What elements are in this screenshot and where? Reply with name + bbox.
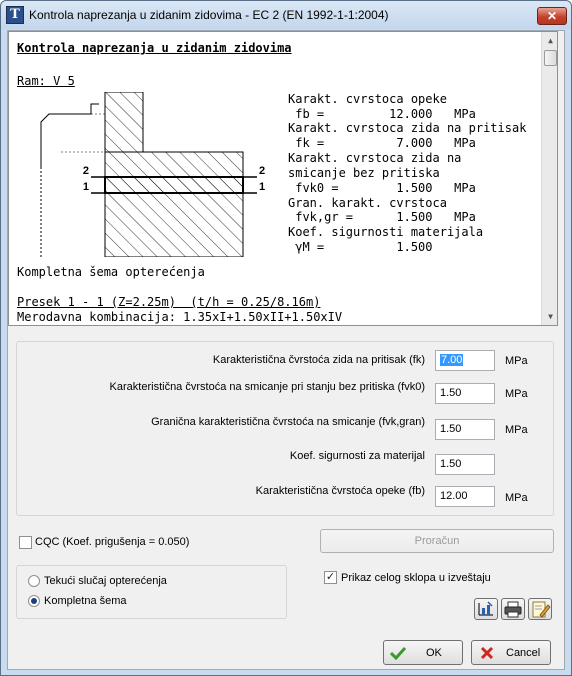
prop-line: fvk,gr = 1.500 MPa <box>288 210 476 224</box>
ok-button[interactable] <box>383 640 463 665</box>
section-line: Presek 1 - 1 (Z=2.25m) (t/h = 0.25/8.16m) <box>17 295 321 309</box>
scheme-label: Kompletna šema opterećenja <box>17 265 205 279</box>
section-mark-1-left: 1 <box>82 181 89 193</box>
cqc-checkbox[interactable] <box>19 536 32 549</box>
material-parameters-panel <box>16 341 554 516</box>
report-preview[interactable] <box>8 31 558 326</box>
section-mark-2-left: 2 <box>82 165 89 177</box>
param-label-gamma-m: Koef. sigurnosti za materijal <box>289 450 425 462</box>
prop-line: Gran. karakt. cvrstoca <box>288 196 447 210</box>
print-button[interactable] <box>501 598 525 620</box>
gamma-m-input[interactable]: 1.50 <box>435 454 495 475</box>
section-mark-2-right: 2 <box>259 165 266 177</box>
diagram-settings-button[interactable] <box>474 598 498 620</box>
prop-line: smicanje bez pritiska <box>288 166 440 180</box>
fvk-gran-input[interactable]: 1.50 <box>435 419 495 440</box>
combination-line: Merodavna kombinacija: 1.35xI+1.50xII+1.50xIV <box>17 310 343 324</box>
scroll-up-icon[interactable]: ▲ <box>548 36 553 45</box>
printer-icon <box>502 599 524 619</box>
close-button[interactable] <box>537 7 567 25</box>
dialog-body <box>7 30 565 670</box>
param-label-fvk0: Karakteristična čvrstoća na smicanje pri stanju bez pritiska (fvk0) <box>109 381 425 393</box>
scroll-thumb[interactable] <box>544 50 557 66</box>
chart-settings-icon <box>475 599 497 619</box>
param-label-fb: Karakteristična čvrstoća opeke (fb) <box>255 485 425 497</box>
report-heading: Kontrola naprezanja u zidanim zidovima <box>17 41 292 55</box>
prop-line: fk = 7.000 MPa <box>288 136 476 150</box>
ok-label: OK <box>426 647 442 659</box>
cancel-button[interactable] <box>471 640 551 665</box>
calculate-button[interactable]: Proračun <box>320 529 554 553</box>
radio-complete-label: Kompletna šema <box>44 595 127 607</box>
param-label-fvk-gran: Granična karakteristična čvrstoća na smicanje (fvk,gran) <box>151 416 425 428</box>
fvk0-input[interactable]: 1.50 <box>435 383 495 404</box>
checkmark-icon <box>390 646 406 660</box>
prop-line: Karakt. cvrstoca zida na <box>288 151 462 165</box>
fk-input[interactable]: 7.00 <box>435 350 495 371</box>
prop-line: Karakt. cvrstoca zida na pritisak <box>288 121 527 135</box>
param-unit: MPa <box>505 355 528 367</box>
param-unit: MPa <box>505 492 528 504</box>
edit-report-icon <box>529 599 551 619</box>
prop-line: γM = 1.500 <box>288 240 433 254</box>
prop-line: fb = 12.000 MPa <box>288 107 476 121</box>
prop-line: fvk0 = 1.500 MPa <box>288 181 476 195</box>
print-whole-checkbox[interactable]: ✓ <box>325 571 336 583</box>
load-case-group <box>16 565 287 619</box>
title-bar[interactable] <box>1 1 571 29</box>
param-unit: MPa <box>505 388 528 400</box>
cancel-x-icon <box>480 646 494 660</box>
fb-input[interactable]: 12.00 <box>435 486 495 507</box>
report-scrollbar[interactable] <box>541 32 558 325</box>
prop-line: Karakt. cvrstoca opeke <box>288 92 447 106</box>
param-label-fk: Karakteristična čvrstoća zida na pritisak (fk) <box>212 354 425 366</box>
wall-section-drawing <box>21 92 286 257</box>
print-whole-label: Prikaz celog sklopa u izveštaju <box>341 572 491 584</box>
section-mark-1-right: 1 <box>259 181 266 193</box>
cqc-label: CQC (Koef. prigušenja = 0.050) <box>35 536 190 548</box>
report-frame: Ram: V 5 <box>17 74 75 88</box>
scroll-down-icon[interactable]: ▼ <box>548 312 553 321</box>
close-icon: ✕ <box>546 9 558 23</box>
prop-line: Koef. sigurnosti materijala <box>288 225 484 239</box>
radio-complete-scheme[interactable] <box>28 595 40 607</box>
cancel-label: Cancel <box>506 647 541 659</box>
app-icon: T <box>6 6 24 24</box>
param-unit: MPa <box>505 424 528 436</box>
radio-current-load-case[interactable] <box>28 575 40 587</box>
window-title: Kontrola naprezanja u zidanim zidovima - EC 2 (EN 1992-1-1:2004) <box>29 8 389 22</box>
edit-report-button[interactable] <box>528 598 552 620</box>
radio-current-label: Tekući slučaj opterećenja <box>44 575 167 587</box>
